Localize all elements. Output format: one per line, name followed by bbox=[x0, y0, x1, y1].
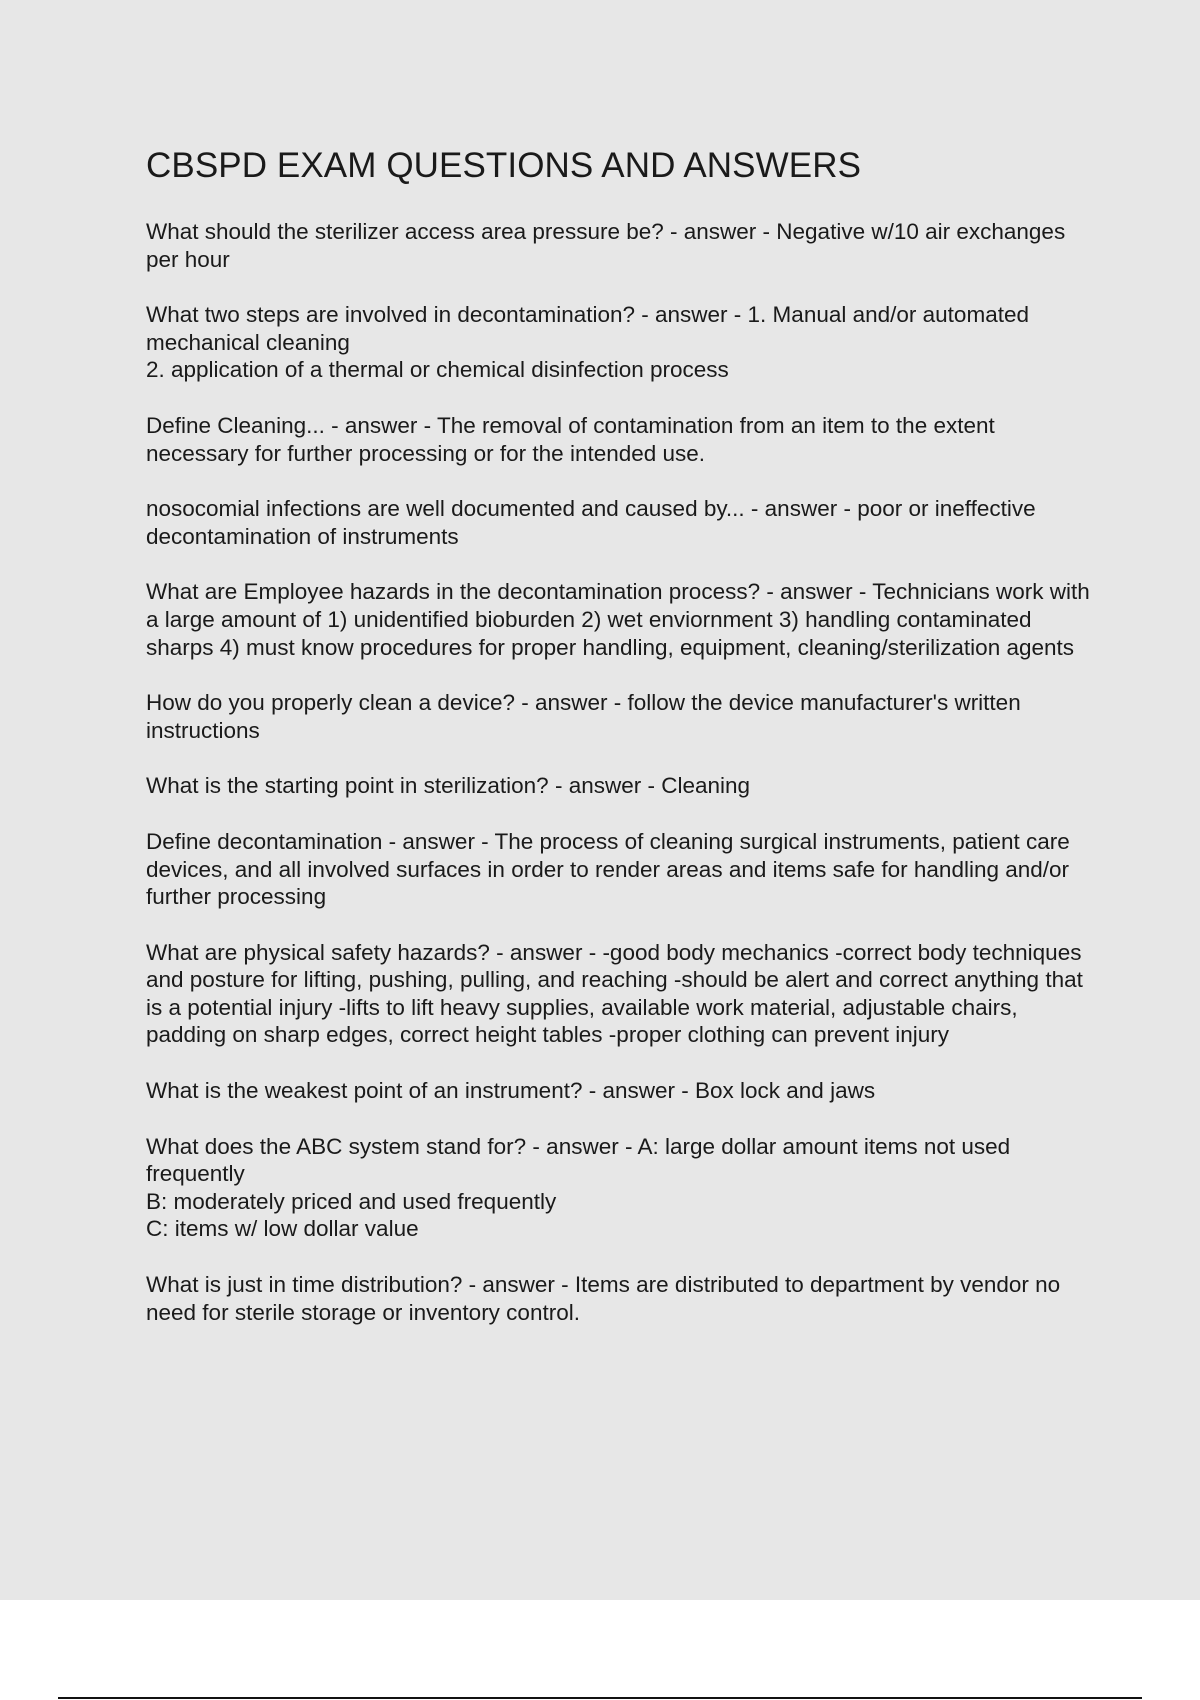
qa-item-4: nosocomial infections are well documented and caused by... - answer - poor or ineffective decontamination of instruments bbox=[146, 496, 1036, 549]
qa-item-5: What are Employee hazards in the decontamination process? - answer - Technicians work with a large amount of 1) unidentified bioburden 2) wet enviornment 3) handling contaminated sharps 4) must know procedures for proper handling, equipment, cleaning/sterilization agents bbox=[146, 579, 1090, 660]
qa-item-2: What two steps are involved in decontamination? - answer - 1. Manual and/or automated mechanical cleaning 2. application of a thermal or chemical disinfection process bbox=[146, 302, 1029, 383]
qa-item-7: What is the starting point in sterilization? - answer - Cleaning bbox=[146, 773, 751, 799]
qa-item-8: Define decontamination - answer - The process of cleaning surgical instruments, patient care devices, and all involved surfaces in order to render areas and items safe for handling and/or further processing bbox=[146, 828, 1070, 910]
footer-divider bbox=[58, 1697, 1142, 1699]
document-content bbox=[146, 142, 1096, 1354]
qa-item-3: Define Cleaning... - answer - The removal of contamination from an item to the extent necessary for further processing or for the intended use. bbox=[146, 412, 995, 466]
qa-item-12: What is just in time distribution? - answer - Items are distributed to department by vendor no need for sterile storage or inventory control. bbox=[146, 1272, 1061, 1325]
qa-item-6: How do you properly clean a device? - answer - follow the device manufacturer's written instructions bbox=[146, 690, 1021, 743]
qa-item-1: What should the sterilizer access area pressure be? - answer - Negative w/10 air exchanges per hour bbox=[146, 219, 1066, 272]
qa-item-11: What does the ABC system stand for? - answer - A: large dollar amount items not used frequently B: moderately priced and used frequently C: items w/ low dollar value bbox=[146, 1133, 1011, 1242]
qa-item-9: What are physical safety hazards? - answer - -good body mechanics -correct body techniques and posture for lifting, pushing, pulling, and reaching -should be alert and correct anything that is a potential injury -lifts to lift heavy supplies, available work material, adjustable chairs, padding on sharp edges, correct height tables -proper clothing can prevent injury bbox=[146, 939, 1083, 1048]
qa-item-10: What is the weakest point of an instrument? - answer - Box lock and jaws bbox=[146, 1078, 876, 1104]
document-title: CBSPD EXAM QUESTIONS AND ANSWERS bbox=[146, 146, 862, 185]
